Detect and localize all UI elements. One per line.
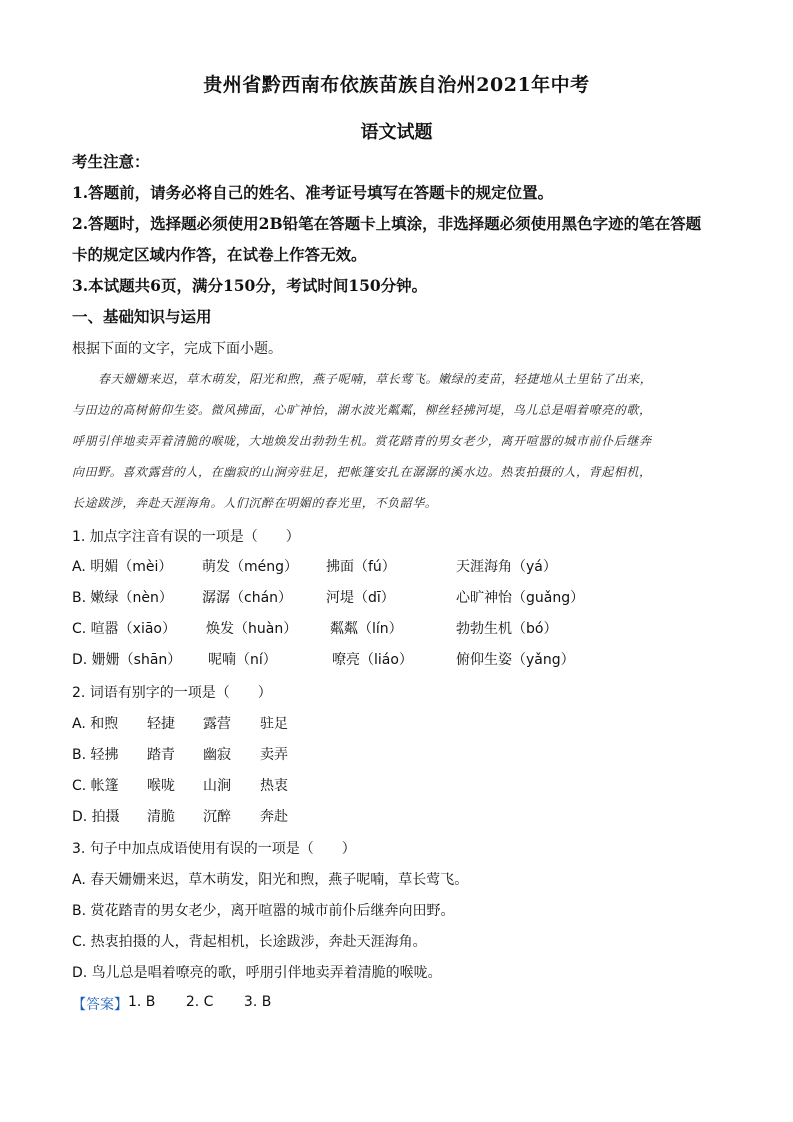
notice-item-1: 1.答题前，请务必将自己的姓名、准考证号填写在答题卡的规定位置。 — [72, 183, 554, 202]
passage-line: 向田野。喜欢露营的人，在幽寂的山涧旁驻足，把帐篷安扎在潺潺的溪水边。热衷拍摄的人，背起相机， — [72, 465, 652, 479]
question-2-stem: 2. 词语有别字的一项是（ ） — [72, 685, 272, 701]
q1-option-c: C. 喧嚣（xiāo） — [72, 621, 176, 637]
passage-line: 与田边的高树俯仰生姿。微风拂面，心旷神怡，湖水波光粼粼，柳丝轻拂河堤，鸟儿总是唱着嘹亮的歌， — [72, 403, 652, 417]
answer-label: 答案 — [86, 997, 114, 1013]
notice-item-2: 2.答题时，选择题必须使用2B铅笔在答题卡上填涂，非选择题必须使用黑色字迹的笔在答题 — [72, 214, 702, 233]
passage-line: 长途跋涉，奔赴天涯海角。人们沉醉在明媚的春光里，不负韶华。 — [72, 496, 438, 510]
q1-option-b-word: 心旷神怡（guǎng） — [456, 590, 585, 606]
q2-word: 山涧 — [203, 778, 231, 794]
q2-word: 清脆 — [147, 809, 175, 825]
q2-word: 驻足 — [260, 716, 288, 732]
q2-word: 沉醉 — [203, 809, 231, 825]
q2-option-c: C. 帐篷 — [72, 778, 119, 794]
q3-option-c: C. 热衷拍摄的人，背起相机，长途跋涉，奔赴天涯海角。 — [72, 934, 427, 950]
q1-option-d-word: 呢喃（ní） — [208, 652, 277, 668]
q3-option-d: D. 鸟儿总是唱着嘹亮的歌，呼朋引伴地卖弄着清脆的喉咙。 — [72, 965, 442, 981]
q2-word: 喉咙 — [147, 778, 175, 794]
answer-tag: 【答案】 — [72, 997, 128, 1013]
q2-word: 奔赴 — [260, 809, 288, 825]
q1-option-d-word: 嘹亮（liáo） — [332, 652, 413, 668]
q1-option-c-word: 勃勃生机（bó） — [456, 621, 558, 637]
page-title: 贵州省黔西南布依族苗族自治州2021年中考 — [203, 74, 590, 96]
section-heading: 一、基础知识与运用 — [72, 307, 212, 326]
question-1-stem: 1. 加点字注音有误的一项是（ ） — [72, 529, 300, 545]
answer-item: 1. B — [128, 994, 156, 1010]
question-3-stem: 3. 句子中加点成语使用有误的一项是（ ） — [72, 841, 356, 857]
q1-option-d-word: 俯仰生姿（yǎng） — [456, 652, 575, 668]
notice-item-2-cont: 卡的规定区域内作答，在试卷上作答无效。 — [72, 245, 367, 264]
q1-option-d: D. 姗姗（shān） — [72, 652, 182, 668]
q2-word: 轻捷 — [147, 716, 175, 732]
q3-option-a: A. 春天姗姗来迟，草木萌发，阳光和煦，燕子呢喃，草长莺飞。 — [72, 872, 469, 888]
notice-heading: 考生注意： — [72, 152, 150, 171]
q2-word: 热衷 — [260, 778, 288, 794]
answer-item: 2. C — [185, 994, 214, 1010]
instruction: 根据下面的文字，完成下面小题。 — [72, 341, 282, 357]
notice-item-3: 3.本试题共6页，满分150分，考试时间150分钟。 — [72, 276, 428, 295]
q2-word: 卖弄 — [260, 747, 288, 763]
q1-option-b-word: 潺潺（chán） — [202, 590, 293, 606]
q2-word: 露营 — [203, 716, 231, 732]
q1-option-a-word: 拂面（fú） — [326, 559, 396, 575]
q1-option-c-word: 粼粼（lín） — [330, 621, 403, 637]
q1-option-a: A. 明媚（mèi） — [72, 559, 173, 575]
q2-word: 踏青 — [147, 747, 175, 763]
q2-option-d: D. 拍摄 — [72, 809, 120, 825]
answer-item: 3. B — [243, 994, 272, 1010]
q1-option-a-word: 天涯海角（yá） — [456, 559, 557, 575]
q2-option-b: B. 轻拂 — [72, 747, 119, 763]
page-subtitle: 语文试题 — [360, 122, 433, 143]
q1-option-c-word: 焕发（huàn） — [206, 621, 298, 637]
q2-word: 幽寂 — [203, 747, 231, 763]
q1-option-b-word: 河堤（dī） — [326, 590, 395, 606]
passage-line: 呼朋引伴地卖弄着清脆的喉咙，大地焕发出勃勃生机。赏花踏青的男女老少，离开喧嚣的城市前仆后继奔 — [72, 434, 652, 448]
q3-option-b: B. 赏花踏青的男女老少，离开喧嚣的城市前仆后继奔向田野。 — [72, 903, 455, 919]
answer-list — [128, 994, 297, 1010]
q2-option-a: A. 和煦 — [72, 716, 119, 732]
q1-option-b: B. 嫩绿（nèn） — [72, 590, 173, 606]
passage-line: 春天姗姗来迟，草木萌发，阳光和煦，燕子呢喃，草长莺飞。嫩绿的麦苗，轻捷地从土里钻了出来， — [98, 372, 653, 386]
q1-option-a-word: 萌发（méng） — [202, 559, 299, 575]
